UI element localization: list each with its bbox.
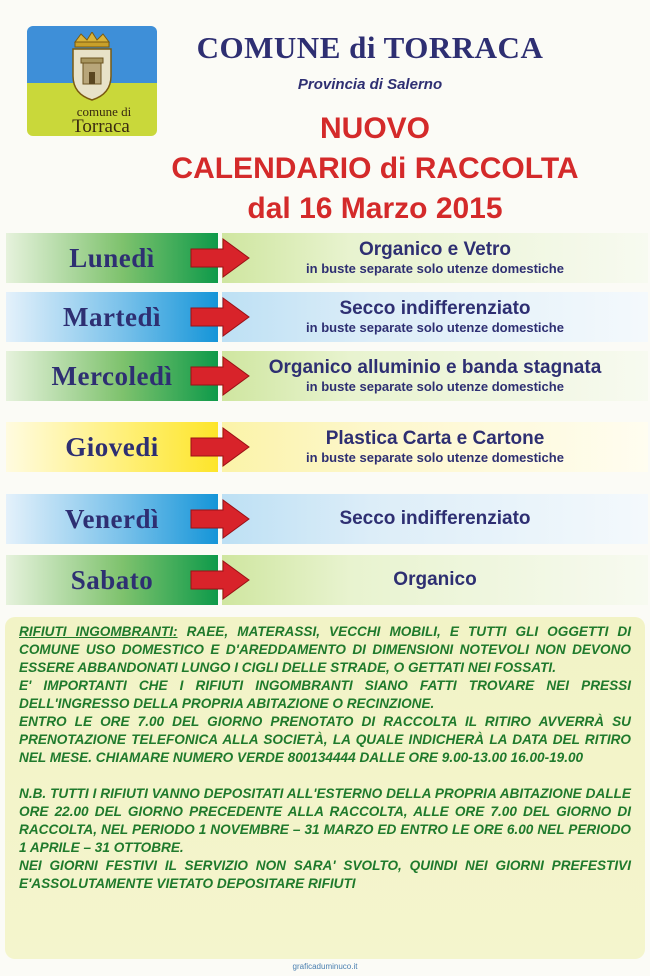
collection-description [222,422,648,472]
arrow-right-icon [189,427,251,467]
logo-caption-town: Torraca [72,116,130,136]
arrow-right-icon [189,238,251,278]
notice-paragraph: NEI GIORNI FESTIVI IL SERVIZIO NON SARA' SVOLTO, QUINDI NEI GIORNI PREFESTIVI E'ASSOLUTAMENTE VIETATO DEPOSITARE RIFIUTI [19,858,631,891]
arrow-right-icon [189,356,251,396]
day-label: Martedì [6,292,218,342]
collection-type: Secco indifferenziato [339,507,531,529]
collection-note: in buste separate solo utenze domestiche [306,449,564,465]
collection-description [222,494,648,544]
print-credit: graficaduminuco.it [292,962,358,971]
collection-note: in buste separate solo utenze domestiche [306,260,564,276]
municipal-logo [27,26,157,136]
collection-note: in buste separate solo utenze domestiche [306,319,564,335]
arrow-right-icon [189,297,251,337]
arrow-right-icon [189,560,251,600]
logo-caption-small: comune di [76,104,132,119]
day-label: Sabato [6,555,218,605]
notice-paragraph: E' IMPORTANTI CHE I RIFIUTI INGOMBRANTI SIANO FATTI TROVARE NEI PRESSI DELL'INGRESSO DELLA PROPRIA ABITAZIONE O RECINZIONE. [19,678,631,711]
day-label: Lunedì [6,233,218,283]
bulky-waste-notice [5,617,645,959]
collection-description [222,555,648,605]
collection-type: Organico e Vetro [358,238,512,260]
schedule-row-saturday [6,555,648,605]
collection-description [222,292,648,342]
collection-type: Organico [393,568,477,590]
day-label: Venerdì [6,494,218,544]
headline-line-2: CALENDARIO di RACCOLTA [171,152,579,185]
collection-description [222,351,648,401]
headline-line-3: dal 16 Marzo 2015 [247,192,503,225]
schedule-row-thursday [6,422,648,472]
collection-type: Organico alluminio e banda stagnata [268,356,602,378]
day-label: Mercoledì [6,351,218,401]
notice-paragraph: ENTRO LE ORE 7.00 DEL GIORNO PRENOTATO DI RACCOLTA IL RITIRO AVVERRÀ SU PRENOTAZIONE TELEFONICA ALLA SOCIETÀ, LA QUALE INDICHERÀ LA DATA DEL RITIRO NEL MESE. CHIAMARE NUMERO VERDE 800134444 DALLE ORE 9.00-13.00 16.00-19.00 [19,714,631,765]
headline-line-1: NUOVO [319,112,430,145]
notice-paragraph: N.B. TUTTI I RIFIUTI VANNO DEPOSITATI ALL'ESTERNO DELLA PROPRIA ABITAZIONE DALLE ORE 22.00 DEL GIORNO PRECEDENTE ALLA RACCOLTA, ALLE ORE 7.00 DEL GIORNO DI RACCOLTA, NEL PERIODO 1 NOVEMBRE – 31 MARZO ED ENTRO LE ORE 6.00 NEL PERIODO 1 APRILE – 31 OTTOBRE. [19,786,631,855]
notice-paragraph [19,623,631,677]
arrow-right-icon [189,499,251,539]
notice-label: RIFIUTI INGOMBRANTI: [19,624,178,639]
collection-type: Plastica Carta e Cartone [325,427,545,449]
collection-note: in buste separate solo utenze domestiche [306,378,564,394]
page-subtitle: Provincia di Salerno [297,76,443,93]
collection-description [222,233,648,283]
collection-type: Secco indifferenziato [339,297,531,319]
schedule-row-friday [6,494,648,544]
schedule-row-wednesday [6,351,648,401]
schedule-row-monday [6,233,648,283]
coat-of-arms-icon [69,32,115,102]
notice-text: RAEE, MATERASSI, VECCHI MOBILI, E TUTTI GLI OGGETTI DI COMUNE USO DOMESTICO E D'AREDDAMENTO DI DIMENSIONI NOTEVOLI NON DEVONO ESSERE ABBANDONATI LUNGO I CIGLI DELLE STRADE, O GETTATI NEI FOSSATI. [19,624,631,675]
schedule-row-tuesday [6,292,648,342]
day-label: Giovedi [6,422,218,472]
page-title: COMUNE di TORRACA [196,30,544,65]
